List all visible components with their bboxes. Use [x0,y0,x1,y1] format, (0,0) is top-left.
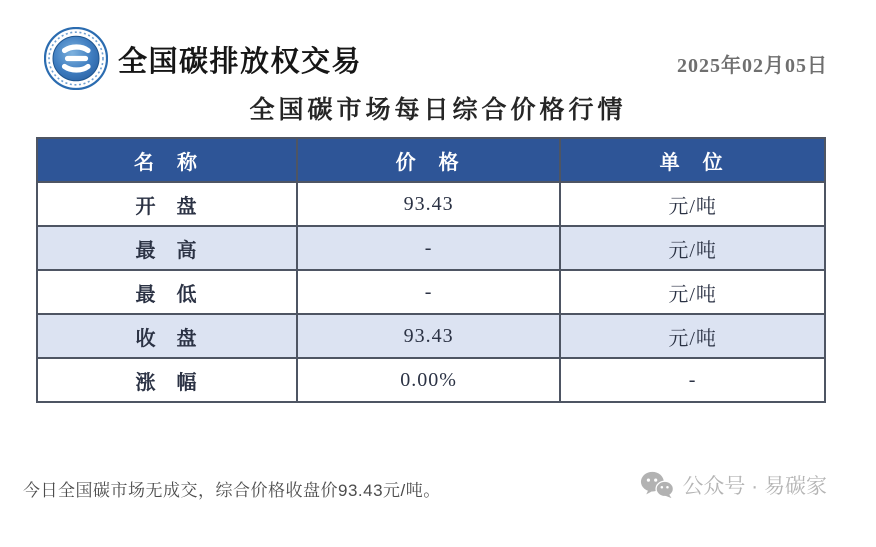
table-row [37,182,825,226]
cell-price: 0.00% [297,358,560,402]
watermark-label: 公众号 · 易碳家 [682,475,827,498]
cell-price: 93.43 [297,314,560,358]
brand-title: 全国碳排放权交易 [118,46,363,78]
cell-price: - [297,226,560,270]
cell-name: 收 盘 [37,314,297,358]
col-header-price: 价 格 [297,138,560,182]
table-row [37,358,825,402]
table-row [37,226,825,270]
cell-unit: - [560,358,825,402]
cell-name: 开 盘 [37,182,297,226]
carbon-exchange-badge-icon [44,27,108,90]
cell-price: - [297,270,560,314]
col-header-name: 名 称 [37,138,297,182]
cell-unit: 元/吨 [560,314,825,358]
table-row [37,314,825,358]
wechat-icon [640,471,674,499]
price-table [36,137,826,403]
date-label: 2025年02月05日 [677,55,828,77]
page-title: 全国碳市场每日综合价格行情 [249,97,627,124]
wechat-watermark [640,470,827,500]
cell-name: 涨 幅 [37,358,297,402]
cell-price: 93.43 [297,182,560,226]
cell-name: 最 低 [37,270,297,314]
cell-name: 最 高 [37,226,297,270]
cell-unit: 元/吨 [560,182,825,226]
cell-unit: 元/吨 [560,226,825,270]
table-header-row [37,138,825,182]
summary-note: 今日全国碳市场无成交，综合价格收盘价93.43元/吨。 [23,481,441,500]
table-row [37,270,825,314]
cell-unit: 元/吨 [560,270,825,314]
col-header-unit: 单 位 [560,138,825,182]
